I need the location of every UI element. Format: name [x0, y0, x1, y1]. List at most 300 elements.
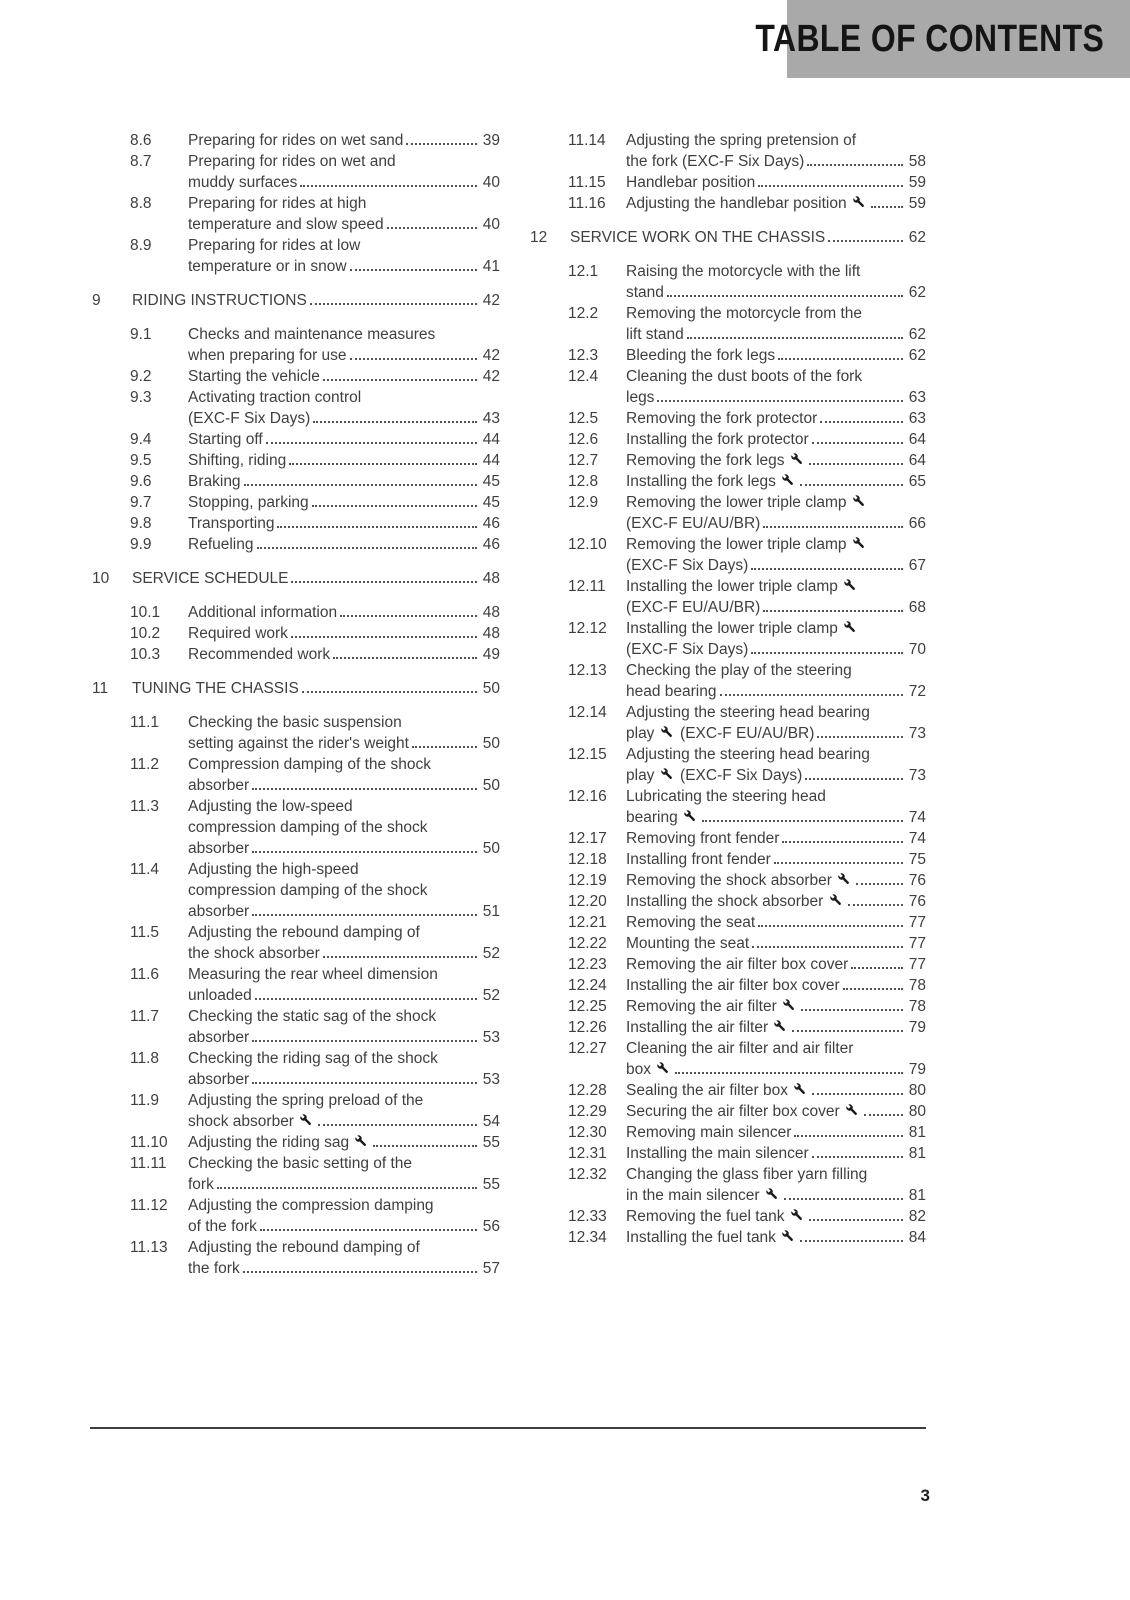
dot-leader	[323, 379, 477, 381]
toc-entry-row[interactable]	[530, 891, 926, 912]
entry-text	[188, 1090, 500, 1132]
entry-text	[626, 345, 926, 366]
entry-number: 11.8	[130, 1050, 160, 1067]
entry-line	[626, 807, 926, 828]
entry-text	[188, 130, 500, 151]
entry-number: 12.31	[568, 1145, 607, 1162]
entry-line: Raising the motorcycle with the lift	[626, 263, 861, 280]
entry-line-text: Shifting, riding	[188, 452, 287, 469]
entry-line-text: play (EXC-F EU/AU/BR)	[626, 725, 815, 742]
page-ref: 62	[908, 284, 926, 301]
page-ref: 40	[482, 174, 500, 191]
entry-number: 9.6	[130, 473, 152, 490]
entry-text	[188, 1153, 500, 1195]
dot-leader	[302, 691, 477, 693]
toc-entry-row[interactable]	[530, 429, 926, 450]
entry-text	[626, 702, 926, 744]
entry-text	[626, 1164, 926, 1206]
entry-number: 11.6	[130, 966, 160, 983]
entry-line: Measuring the rear wheel dimension	[188, 966, 438, 983]
dot-leader	[252, 1040, 477, 1042]
toc-chapter-row[interactable]	[92, 290, 500, 311]
entry-text	[188, 712, 500, 754]
entry-line-text: legs	[626, 389, 655, 406]
dot-leader	[300, 185, 476, 187]
toc-entry-row[interactable]	[92, 471, 500, 492]
entry-number: 12.17	[568, 830, 607, 847]
entry-line-text: Installing the fork legs	[626, 471, 797, 492]
entry-line-text: Installing the fuel tank	[626, 1227, 797, 1248]
page-ref: 45	[482, 494, 500, 511]
entry-text	[188, 602, 500, 623]
toc-entry-row[interactable]	[92, 1132, 500, 1153]
toc-entry-row[interactable]	[530, 786, 926, 828]
entry-number: 12.9	[568, 494, 599, 511]
entry-line	[626, 975, 926, 996]
entry-text	[188, 471, 500, 492]
page-ref: 81	[908, 1187, 926, 1204]
entry-line-text: fork	[188, 1176, 214, 1193]
entry-line-text: head bearing	[626, 683, 717, 700]
toc-entry-row[interactable]	[530, 1122, 926, 1143]
toc-entry-row[interactable]	[92, 193, 500, 235]
entry-line-text: Starting the vehicle	[188, 368, 320, 385]
toc-entry-row[interactable]	[92, 235, 500, 277]
toc-entry-row[interactable]	[92, 754, 500, 796]
entry-text	[626, 1038, 926, 1080]
toc-entry-row[interactable]	[530, 618, 926, 660]
toc-entry-row[interactable]	[92, 450, 500, 471]
entry-text	[626, 828, 926, 849]
entry-text	[188, 492, 500, 513]
dot-leader	[794, 1135, 902, 1137]
entry-text	[188, 366, 500, 387]
dot-leader	[758, 925, 903, 927]
entry-line-text: setting against the rider's weight	[188, 735, 409, 752]
entry-line-text: Removing the shock absorber	[626, 870, 853, 891]
entry-line: Adjusting the spring preload of the	[188, 1092, 424, 1109]
toc-entry-row[interactable]	[530, 828, 926, 849]
toc-entry-row[interactable]	[530, 172, 926, 193]
entry-line	[626, 828, 926, 849]
chapter-number: 9	[92, 292, 101, 309]
dot-leader	[801, 1009, 903, 1011]
dot-leader	[778, 358, 903, 360]
page-ref: 48	[482, 604, 500, 621]
dot-leader	[812, 1093, 902, 1095]
entry-text	[188, 1195, 500, 1237]
toc-entry-row[interactable]	[92, 644, 500, 665]
dot-leader	[312, 505, 477, 507]
chapter-number: 11	[92, 680, 109, 697]
toc-entry-row[interactable]	[92, 1006, 500, 1048]
page-ref: 73	[908, 767, 926, 784]
entry-line-text: when preparing for use	[188, 347, 347, 364]
entry-number: 12.1	[568, 263, 599, 280]
entry-line	[188, 1258, 500, 1279]
entry-line	[626, 1080, 926, 1101]
dot-leader	[751, 652, 902, 654]
entry-line-text: Installing the air filter box cover	[626, 977, 840, 994]
toc-entry-row[interactable]	[92, 1090, 500, 1132]
dot-leader	[260, 1229, 477, 1231]
entry-number: 12.22	[568, 935, 607, 952]
page-header	[755, 0, 1130, 78]
entry-line	[188, 492, 500, 513]
entry-number: 11.5	[130, 924, 160, 941]
toc-entry-row[interactable]	[92, 1153, 500, 1195]
toc-entry-row[interactable]	[92, 859, 500, 922]
entry-line-text: Removing the fork legs	[626, 450, 806, 471]
entry-line-text: the fork (EXC-F Six Days)	[626, 153, 805, 170]
wrench-icon	[683, 809, 698, 824]
entry-text	[626, 172, 926, 193]
entry-text	[626, 130, 926, 172]
toc-entry-row[interactable]	[530, 345, 926, 366]
entry-text	[626, 492, 926, 534]
dot-leader	[313, 421, 476, 423]
entry-number: 12.30	[568, 1124, 607, 1141]
toc-entry-row[interactable]	[92, 492, 500, 513]
page-ref: 81	[908, 1124, 926, 1141]
toc-entry-row[interactable]	[92, 513, 500, 534]
entry-number: 12.4	[568, 368, 599, 385]
entry-line-text: Installing the air filter	[626, 1017, 789, 1038]
entry-line: Preparing for rides at high	[188, 195, 367, 212]
entry-line	[188, 1132, 500, 1153]
entry-line	[626, 1143, 926, 1164]
dot-leader	[805, 778, 902, 780]
toc-entry-row[interactable]	[530, 933, 926, 954]
page-ref: 79	[908, 1019, 926, 1036]
entry-number: 9.8	[130, 515, 152, 532]
entry-text	[626, 193, 926, 214]
entry-line: Installing the lower triple clamp	[626, 576, 926, 597]
entry-number: 11.9	[130, 1092, 160, 1109]
entry-text	[626, 1080, 926, 1101]
entry-line-text: Stopping, parking	[188, 494, 309, 511]
entry-text	[626, 261, 926, 303]
toc-column-left	[92, 130, 500, 1279]
toc-chapter-row[interactable]	[92, 678, 500, 699]
wrench-icon	[843, 578, 858, 593]
toc-entry-row[interactable]	[530, 534, 926, 576]
entry-number: 12.33	[568, 1208, 607, 1225]
toc-entry-row[interactable]	[530, 366, 926, 408]
dot-leader	[720, 694, 903, 696]
toc-entry-row[interactable]	[530, 849, 926, 870]
entry-line	[188, 1111, 500, 1132]
page-ref: 62	[908, 347, 926, 364]
entry-line	[626, 324, 926, 345]
entry-number: 12.28	[568, 1082, 607, 1099]
entry-number: 12.19	[568, 872, 607, 889]
entry-line	[626, 1185, 926, 1206]
toc-entry-row[interactable]	[530, 1143, 926, 1164]
entry-number: 12.24	[568, 977, 607, 994]
entry-line	[626, 1227, 926, 1248]
toc-entry-row[interactable]	[530, 303, 926, 345]
toc-entry-row[interactable]	[530, 492, 926, 534]
page-ref: 46	[482, 515, 500, 532]
entry-line-text: the shock absorber	[188, 945, 320, 962]
entry-number: 8.8	[130, 195, 152, 212]
entry-number: 12.25	[568, 998, 607, 1015]
toc-entry-row[interactable]	[92, 387, 500, 429]
wrench-icon	[852, 195, 867, 210]
entry-line: Checks and maintenance measures	[188, 326, 436, 343]
dot-leader	[252, 1082, 477, 1084]
entry-line	[626, 1206, 926, 1227]
entry-line	[626, 1017, 926, 1038]
dot-leader	[289, 463, 477, 465]
toc-entry-row[interactable]	[92, 623, 500, 644]
dot-leader	[763, 526, 902, 528]
toc-entry-row[interactable]	[530, 702, 926, 744]
entry-number: 12.21	[568, 914, 607, 931]
toc-entry-row[interactable]	[530, 1101, 926, 1122]
toc-entry-row[interactable]	[92, 1195, 500, 1237]
toc-entry-row[interactable]	[530, 996, 926, 1017]
entry-line	[188, 1027, 500, 1048]
toc-entry-row[interactable]	[530, 471, 926, 492]
wrench-icon	[790, 452, 805, 467]
toc-chapter-row[interactable]	[92, 568, 500, 589]
dot-leader	[864, 1114, 903, 1116]
toc-entry-row[interactable]	[530, 1080, 926, 1101]
entry-text	[626, 912, 926, 933]
entry-number: 12.3	[568, 347, 599, 364]
page-ref: 67	[908, 557, 926, 574]
toc-entry-row[interactable]	[530, 130, 926, 172]
page-ref: 56	[482, 1218, 500, 1235]
entry-text	[188, 513, 500, 534]
entry-line: Installing the lower triple clamp	[626, 618, 926, 639]
toc-entry-row[interactable]	[92, 130, 500, 151]
entry-line	[188, 901, 500, 922]
toc-entry-row[interactable]	[92, 602, 500, 623]
entry-line	[626, 193, 926, 214]
entry-line-text: temperature or in snow	[188, 258, 347, 275]
toc-entry-row[interactable]	[92, 1237, 500, 1279]
entry-number: 12.16	[568, 788, 607, 805]
toc-entry-row[interactable]	[530, 1227, 926, 1248]
dot-leader	[291, 636, 477, 638]
page-ref: 49	[482, 646, 500, 663]
entry-line: Lubricating the steering head	[626, 788, 826, 805]
dot-leader	[702, 820, 903, 822]
entry-text	[188, 1006, 500, 1048]
entry-number: 12.23	[568, 956, 607, 973]
entry-line	[188, 345, 500, 366]
page-ref: 54	[482, 1113, 500, 1130]
entry-line	[626, 172, 926, 193]
entry-line-text: absorber	[188, 903, 250, 920]
toc-entry-row[interactable]	[92, 324, 500, 366]
toc-entry-row[interactable]	[530, 1017, 926, 1038]
entry-line-text: Removing the fork protector	[626, 410, 818, 427]
page-ref: 64	[908, 431, 926, 448]
entry-number: 10.1	[130, 604, 161, 621]
entry-number: 9.9	[130, 536, 152, 553]
toc-entry-row[interactable]	[530, 912, 926, 933]
entry-text	[626, 534, 926, 576]
toc-entry-row[interactable]	[530, 1038, 926, 1080]
dot-leader	[244, 484, 477, 486]
entry-text	[626, 1101, 926, 1122]
entry-number: 12.7	[568, 452, 599, 469]
toc-entry-row[interactable]	[530, 261, 926, 303]
entry-number: 11.12	[130, 1197, 168, 1214]
entry-text	[188, 151, 500, 193]
entry-line: Adjusting the spring pretension of	[626, 132, 857, 149]
toc-entry-row[interactable]	[92, 429, 500, 450]
wrench-icon	[781, 473, 796, 488]
entry-number: 12.18	[568, 851, 607, 868]
entry-line-text: box	[626, 1059, 672, 1080]
page-ref: 48	[482, 625, 500, 642]
toc-entry-row[interactable]	[530, 954, 926, 975]
wrench-icon	[790, 1208, 805, 1223]
entry-line-text: absorber	[188, 777, 250, 794]
entry-line	[188, 943, 500, 964]
page-ref: 55	[482, 1134, 500, 1151]
dot-leader	[667, 295, 903, 297]
entry-text	[188, 1132, 500, 1153]
page-ref: 46	[482, 536, 500, 553]
entry-number: 12.20	[568, 893, 607, 910]
toc-entry-row[interactable]	[530, 1164, 926, 1206]
wrench-icon	[781, 1229, 796, 1244]
page-ref: 39	[482, 132, 500, 149]
toc-entry-row[interactable]	[92, 964, 500, 1006]
entry-line-text: Installing the main silencer	[626, 1145, 809, 1162]
entry-text	[626, 660, 926, 702]
entry-line: Adjusting the low-speed	[188, 798, 353, 815]
entry-line: Preparing for rides at low	[188, 237, 361, 254]
entry-line	[626, 891, 926, 912]
entry-text	[626, 576, 926, 618]
page-ref: 77	[908, 956, 926, 973]
entry-line	[188, 985, 500, 1006]
entry-number: 9.1	[130, 326, 152, 343]
entry-text	[626, 1143, 926, 1164]
toc-entry-row[interactable]	[92, 366, 500, 387]
entry-line: Removing the lower triple clamp	[626, 492, 926, 513]
dot-leader	[871, 206, 903, 208]
toc-entry-row[interactable]	[530, 450, 926, 471]
dot-leader	[252, 788, 477, 790]
entry-number: 10.2	[130, 625, 161, 642]
entry-number: 10.3	[130, 646, 161, 663]
toc-entry-row[interactable]	[92, 1048, 500, 1090]
entry-line-text: Adjusting the riding sag	[188, 1132, 370, 1153]
entry-line: Removing the motorcycle from the	[626, 305, 863, 322]
toc-entry-row[interactable]	[92, 712, 500, 754]
entry-text	[188, 534, 500, 555]
entry-line-text: Removing front fender	[626, 830, 780, 847]
entry-line-text: muddy surfaces	[188, 174, 298, 191]
dot-leader	[387, 227, 477, 229]
page-ref: 74	[908, 830, 926, 847]
dot-leader	[809, 463, 903, 465]
toc-entry-row[interactable]	[530, 975, 926, 996]
entry-number: 11.14	[568, 132, 606, 149]
entry-text	[626, 1122, 926, 1143]
dot-leader	[763, 610, 902, 612]
entry-line	[626, 723, 926, 744]
toc-entry-row[interactable]	[530, 408, 926, 429]
dot-leader	[812, 442, 903, 444]
dot-leader	[828, 240, 903, 242]
toc-entry-row[interactable]	[530, 870, 926, 891]
page-ref: 66	[908, 515, 926, 532]
page-ref: 50	[482, 840, 500, 857]
dot-leader	[310, 303, 477, 305]
entry-line: Changing the glass fiber yarn filling	[626, 1166, 868, 1183]
toc-entry-row[interactable]	[92, 534, 500, 555]
toc-entry-row[interactable]	[530, 744, 926, 786]
wrench-icon	[299, 1113, 314, 1128]
entry-line-text: (EXC-F EU/AU/BR)	[626, 515, 761, 532]
entry-text	[626, 618, 926, 660]
dot-leader	[333, 657, 477, 659]
dot-leader	[252, 851, 477, 853]
entry-line-text: lift stand	[626, 326, 684, 343]
entry-line	[188, 1216, 500, 1237]
dot-leader	[843, 988, 903, 990]
page-ref: 63	[908, 389, 926, 406]
entry-text	[626, 429, 926, 450]
wrench-icon	[782, 998, 797, 1013]
entry-number: 12.27	[568, 1040, 607, 1057]
entry-line	[188, 623, 500, 644]
entry-line	[188, 1174, 500, 1195]
toc-entry-row[interactable]	[92, 796, 500, 859]
page-ref: 42	[482, 368, 500, 385]
entry-number: 12.26	[568, 1019, 607, 1036]
toc-entry-row[interactable]	[92, 922, 500, 964]
toc-entry-row[interactable]	[530, 660, 926, 702]
entry-line	[188, 471, 500, 492]
dot-leader	[856, 883, 903, 885]
toc-chapter-row[interactable]	[530, 227, 926, 248]
toc-entry-row[interactable]	[530, 193, 926, 214]
entry-line	[188, 775, 500, 796]
entry-line-text: Starting off	[188, 431, 263, 448]
toc-entry-row[interactable]	[530, 576, 926, 618]
entry-text	[188, 235, 500, 277]
page-ref: 42	[482, 347, 500, 364]
dot-leader	[252, 914, 477, 916]
entry-line-text: absorber	[188, 1029, 250, 1046]
entry-number: 12.11	[568, 578, 606, 595]
entry-line	[626, 429, 926, 450]
entry-number: 12.15	[568, 746, 607, 763]
dot-leader	[687, 337, 903, 339]
entry-number: 12.2	[568, 305, 599, 322]
entry-line-text: Removing the air filter box cover	[626, 956, 849, 973]
toc-entry-row[interactable]	[92, 151, 500, 193]
wrench-icon	[660, 725, 675, 740]
entry-line-text: Installing the fork protector	[626, 431, 809, 448]
toc-entry-row[interactable]	[530, 1206, 926, 1227]
page-ref: 74	[908, 809, 926, 826]
dot-leader	[291, 581, 476, 583]
wrench-icon	[793, 1082, 808, 1097]
page-ref: 73	[908, 725, 926, 742]
entry-line-text: Removing the seat	[626, 914, 756, 931]
